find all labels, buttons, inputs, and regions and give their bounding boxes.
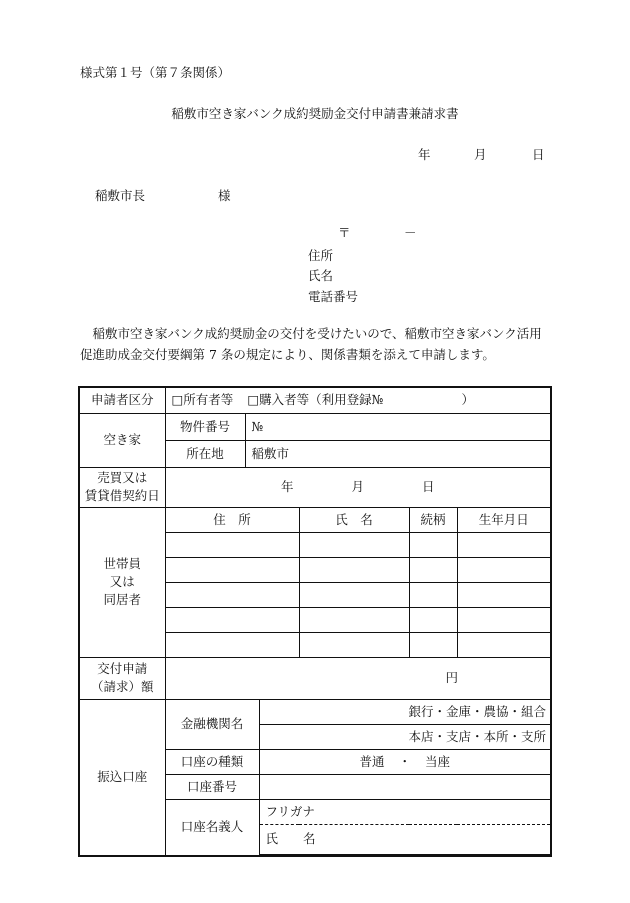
document-title: 稲敷市空き家バンク成約奨励金交付申請書兼請求書 [171, 106, 459, 121]
contract-day: 日 [422, 479, 435, 494]
household-col-relation: 続柄 [409, 507, 457, 532]
postal-dash: － [404, 225, 417, 240]
spacer [259, 854, 551, 856]
household-cell[interactable] [165, 632, 299, 657]
contract-month: 月 [351, 479, 365, 494]
property-number-prefix: № [251, 418, 264, 434]
account-number-label: 口座番号 [165, 774, 259, 799]
bank-account-label: 振込口座 [79, 699, 165, 856]
household-cell[interactable] [165, 607, 299, 632]
account-type-separator: ・ [398, 753, 412, 769]
household-cell[interactable] [409, 632, 457, 657]
location-label: 所在地 [165, 440, 245, 467]
amount-label-line2: （請求）額 [90, 679, 154, 694]
household-cell[interactable] [409, 607, 457, 632]
owner-checkbox-label[interactable]: □所有者等 [171, 392, 234, 408]
household-cell[interactable] [409, 532, 457, 557]
holder-name-field[interactable] [259, 824, 551, 854]
body-paragraph: 稲敷市空き家バンク成約奨励金の交付を受けたいので、稲敷市空き家バンク活用促進助成金交付要綱第 7 条の規定により、関係書類を添えて申請します。 [80, 326, 542, 362]
household-col-birthdate: 生年月日 [457, 507, 551, 532]
household-col-name: 氏 名 [299, 507, 409, 532]
household-cell[interactable] [457, 532, 551, 557]
household-col-address: 住 所 [165, 507, 299, 532]
account-type-current[interactable]: 当座 [425, 753, 451, 769]
applicant-name-label: 氏名 [308, 268, 334, 283]
contract-date-label-line1: 売買又は [97, 470, 148, 485]
household-label-line1: 世帯員 [103, 556, 141, 571]
contract-date-label-line2: 賃貸借契約日 [84, 488, 160, 503]
amount-label-line1: 交付申請 [97, 661, 148, 676]
postal-mark: 〒 [338, 225, 351, 240]
addressee-name: 稲敷市長 [95, 188, 146, 203]
household-cell[interactable] [299, 607, 409, 632]
date-month-label: 月 [474, 147, 487, 162]
account-number-field[interactable] [259, 774, 551, 799]
holder-name-label: 氏 名 [265, 831, 316, 846]
account-type-label: 口座の種類 [165, 749, 259, 774]
buyer-checkbox-label[interactable]: □購入者等（利用登録№ [247, 392, 384, 408]
date-day-label: 日 [532, 147, 545, 162]
household-cell[interactable] [409, 582, 457, 607]
vacant-house-label: 空き家 [79, 413, 165, 467]
household-cell[interactable] [409, 557, 457, 582]
household-cell[interactable] [457, 557, 551, 582]
household-cell[interactable] [165, 557, 299, 582]
household-label-line3: 同居者 [103, 592, 141, 607]
property-number-field[interactable] [245, 413, 551, 440]
furigana-field[interactable] [259, 799, 551, 824]
household-label [79, 507, 165, 657]
branch-field[interactable] [259, 724, 551, 749]
household-cell[interactable] [299, 632, 409, 657]
household-cell[interactable] [299, 582, 409, 607]
household-label-line2: 又は [109, 574, 135, 589]
household-cell[interactable] [165, 532, 299, 557]
amount-field[interactable] [165, 657, 551, 699]
furigana-label: フリガナ [265, 803, 315, 819]
account-holder-label: 口座名義人 [165, 799, 259, 856]
contract-date-field[interactable] [165, 467, 551, 507]
household-cell[interactable] [165, 582, 299, 607]
addressee-honorific: 様 [218, 188, 231, 203]
applicant-category-options [165, 387, 551, 413]
institution-label: 金融機関名 [165, 699, 259, 749]
contract-date-label [79, 467, 165, 507]
location-field[interactable] [245, 440, 551, 467]
account-type-normal[interactable]: 普通 [359, 753, 385, 769]
buyer-close-paren: ） [461, 392, 474, 408]
branch-types: 本店・支店・本所・支所 [408, 728, 547, 744]
date-year-label: 年 [418, 147, 431, 162]
contract-year: 年 [280, 479, 294, 494]
amount-unit: 円 [445, 670, 459, 685]
household-cell[interactable] [457, 582, 551, 607]
household-cell[interactable] [457, 607, 551, 632]
location-prefix: 稲敷市 [251, 445, 290, 461]
institution-types: 銀行・金庫・農協・組合 [408, 703, 547, 719]
household-cell[interactable] [299, 532, 409, 557]
account-type-field[interactable] [259, 749, 551, 774]
institution-field[interactable] [259, 699, 551, 724]
amount-label [79, 657, 165, 699]
property-number-label: 物件番号 [165, 413, 245, 440]
applicant-phone-label: 電話番号 [308, 289, 359, 304]
form-number: 様式第１号（第７条関係） [80, 65, 231, 80]
application-table [78, 386, 552, 857]
household-cell[interactable] [299, 557, 409, 582]
applicant-address-label: 住所 [308, 248, 334, 263]
household-cell[interactable] [457, 632, 551, 657]
applicant-category-label: 申請者区分 [79, 387, 165, 413]
